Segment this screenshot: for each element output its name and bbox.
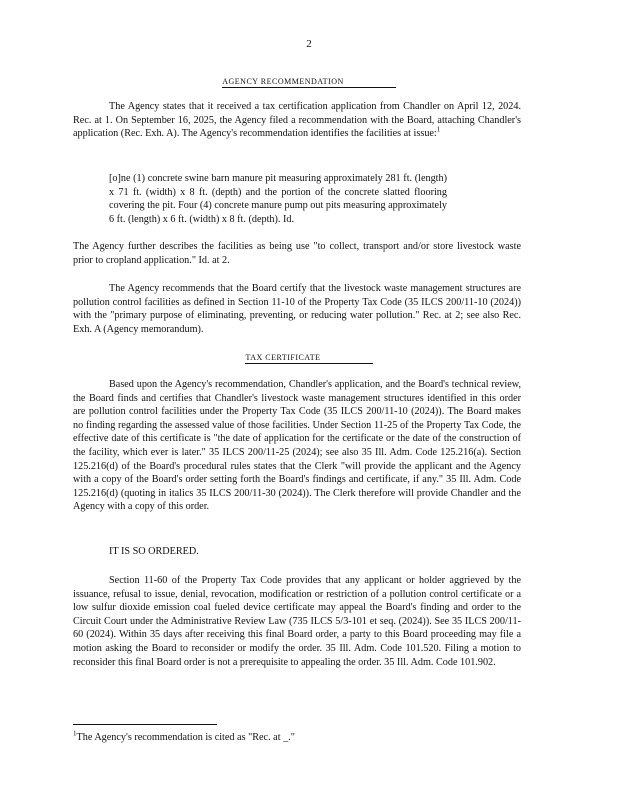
footnote-text: The Agency's recommendation is cited as "Rec. at _." (76, 732, 295, 743)
footnote-reference: 1 (436, 125, 441, 134)
agency-recommendation-paragraph-1: The Agency states that it received a tax certification application from Chandler on April 12, 2024. Rec. at 1. On September 16, 2025, the Agency filed a recommendation with the Board, attaching Chandler's application (Rec. Exh. A). The Agency's recommendation identifies the facilities at issue:$^1$ (73, 101, 521, 140)
footnote-marker: 1 (73, 729, 77, 738)
facility-description-quote: [o]ne (1) concrete swine barn manure pit measuring approximately 281 ft. (length) x 71 ft. (width) x 8 ft. (depth) and the portion of the concrete slatted flooring covering the pit. Four (4) concrete manure pump out pits measuring approximately 6 ft. (length) x 6 ft. (width) x 8 ft. (depth). Id. (109, 173, 447, 225)
page-number: 2 (306, 38, 312, 50)
appeal-rights-paragraph: Section 11-60 of the Property Tax Code provides that any applicant or holder aggrieved by the issuance, refusal to issue, denial, revocation, modification or restriction of a pollution control certificate or a low sulfur dioxide emission coal fueled device certificate may appeal the Board's finding and order to the Circuit Court under the Administrative Review Law (735 ILCS 5/3-101 et seq. (2024)). See 35 ILCS 200/11-60 (2024). Within 35 days after receiving this final Board order, a party to this Board proceeding may file a motion asking the Board to reconsider or modify the order. 35 Ill. Adm. Code 101.520. Filing a motion to reconsider this final Board order is not a prerequisite to appealing the order. 35 Ill. Adm. Code 101.902. (73, 575, 521, 668)
footnote-divider (73, 724, 217, 725)
footnote (73, 731, 521, 744)
so-ordered-line: IT IS SO ORDERED. (109, 546, 199, 557)
tax-certificate-paragraph: Based upon the Agency's recommendation, Chandler's application, and the Board's technical review, the Board finds and certifies that Chandler's livestock waste management structures identified in this order are pollution control facilities under the Property Tax Code (35 ILCS 200/11-10 (2024)). The Board makes no finding regarding the assessed value of those facilities. Under Section 11-25 of the Property Tax Code, the effective date of this certificate is "the date of application for the certificate or the date of the construction of the facility, which ever is later." 35 ILCS 200/11-25 (2024); see also 35 Ill. Adm. Code 125.216(a). Section 125.216(d) of the Board's procedural rules states that the Clerk "will provide the applicant and the Agency with a copy of the Board's order setting forth the Board's findings and certificate, if any." 35 Ill. Adm. Code 125.216(d) (quoting in italics 35 ILCS 200/11-30 (2024)). The Clerk therefore will provide Chandler and the Agency with a copy of this order. (73, 379, 521, 513)
tax-certificate-heading: TAX CERTIFICATE (0, 353, 618, 364)
agency-recommendation-paragraph-2: The Agency further describes the facilities as being use "to collect, transport and/or store livestock waste prior to cropland application." Id. at 2. (73, 241, 521, 266)
agency-recommendation-heading: AGENCY RECOMMENDATION (0, 77, 618, 88)
agency-recommendation-paragraph-3: The Agency recommends that the Board certify that the livestock waste management structures are pollution control facilities as defined in Section 11-10 of the Property Tax Code (35 ILCS 200/11-10 (2024)) with the "primary purpose of eliminating, preventing, or reducing water pollution." Rec. at 2; see also Rec. Exh. A (Agency memorandum). (73, 283, 521, 335)
